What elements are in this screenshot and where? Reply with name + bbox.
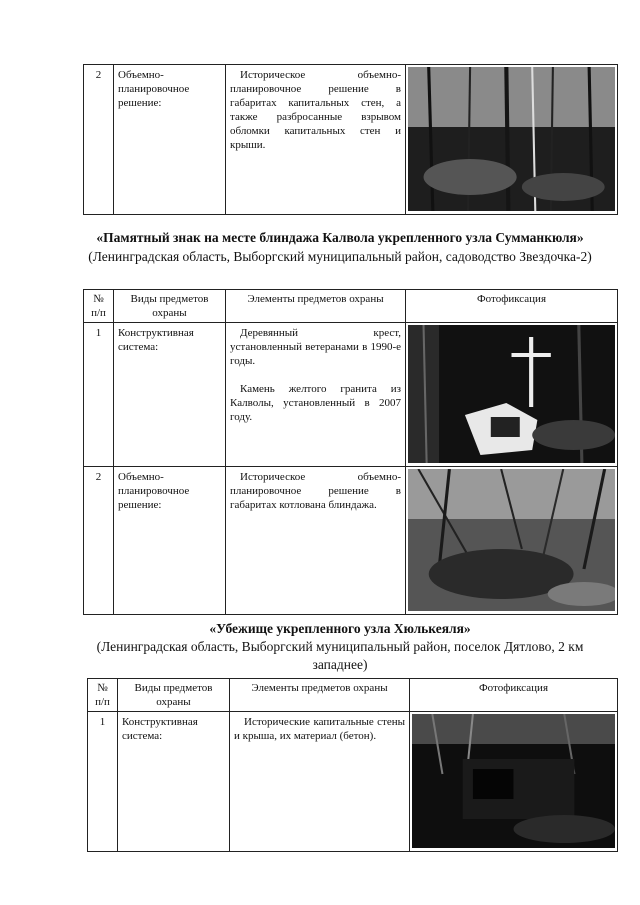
header-elements: Элементы предметов охраны: [226, 290, 406, 323]
table-header-row: [88, 679, 618, 712]
header-photo: Фотофиксация: [406, 290, 618, 323]
header-num: № п/п: [88, 679, 118, 712]
section2-table: [87, 678, 618, 852]
dugout-pit-photo: [408, 469, 615, 611]
shelter-photo: [412, 714, 615, 848]
protection-type: Объемно-планировочное решение:: [114, 467, 226, 615]
table-row: [88, 712, 618, 852]
header-types: Виды предметов охраны: [118, 679, 230, 712]
protection-elements: [226, 467, 406, 615]
table-header-row: [84, 290, 618, 323]
section-title: «Памятный знак на месте блиндажа Калвола укрепленного узла Сумманкюля»: [96, 230, 584, 245]
row-number: 2: [84, 65, 114, 215]
photo-cell: [406, 65, 618, 215]
photo-cell: [410, 712, 618, 852]
element-text: Историческое объемно-планировочное решение в габаритах капитальных стен, а также разбросанные взрывом обломки капитальных стен и крыши.: [230, 69, 401, 151]
header-photo: Фотофиксация: [410, 679, 618, 712]
row-number: 1: [84, 323, 114, 467]
protection-elements: [226, 323, 406, 467]
header-elements: Элементы предметов охраны: [230, 679, 410, 712]
element-text: Деревянный крест, установленный ветеранами в 1990-е годы.: [230, 327, 401, 367]
element-text: Камень желтого гранита из Калволы, установленный в 2007 году.: [230, 383, 401, 423]
table-row: [84, 467, 618, 615]
element-text: Исторические капитальные стены и крыша, их материал (бетон).: [234, 716, 405, 742]
element-text: Историческое объемно-планировочное решение в габаритах котлована блиндажа.: [230, 471, 401, 511]
protection-elements: [230, 712, 410, 852]
header-num: № п/п: [84, 290, 114, 323]
photo-cell: [406, 467, 618, 615]
protection-type: Конструктивная система:: [118, 712, 230, 852]
memorial-cross-photo: [408, 325, 615, 463]
header-types: Виды предметов охраны: [114, 290, 226, 323]
protection-type: Объемно-планировочное решение:: [114, 65, 226, 215]
section1-table: [83, 289, 618, 615]
table-row: [84, 323, 618, 467]
section-subtitle: (Ленинградская область, Выборгский муниципальный район, поселок Дятлово, 2 км западнее): [96, 639, 584, 672]
protection-type: Конструктивная система:: [114, 323, 226, 467]
top-table: [83, 64, 618, 215]
row-number: 2: [84, 467, 114, 615]
section-title: «Убежище укрепленного узла Хюлькеяля»: [209, 621, 471, 636]
protection-elements: [226, 65, 406, 215]
row-number: 1: [88, 712, 118, 852]
forest-ruins-photo: [408, 67, 615, 211]
photo-cell: [406, 323, 618, 467]
section-subtitle: (Ленинградская область, Выборгский муниципальный район, садоводство Звездочка-2): [88, 249, 592, 264]
table-row: [84, 65, 618, 215]
